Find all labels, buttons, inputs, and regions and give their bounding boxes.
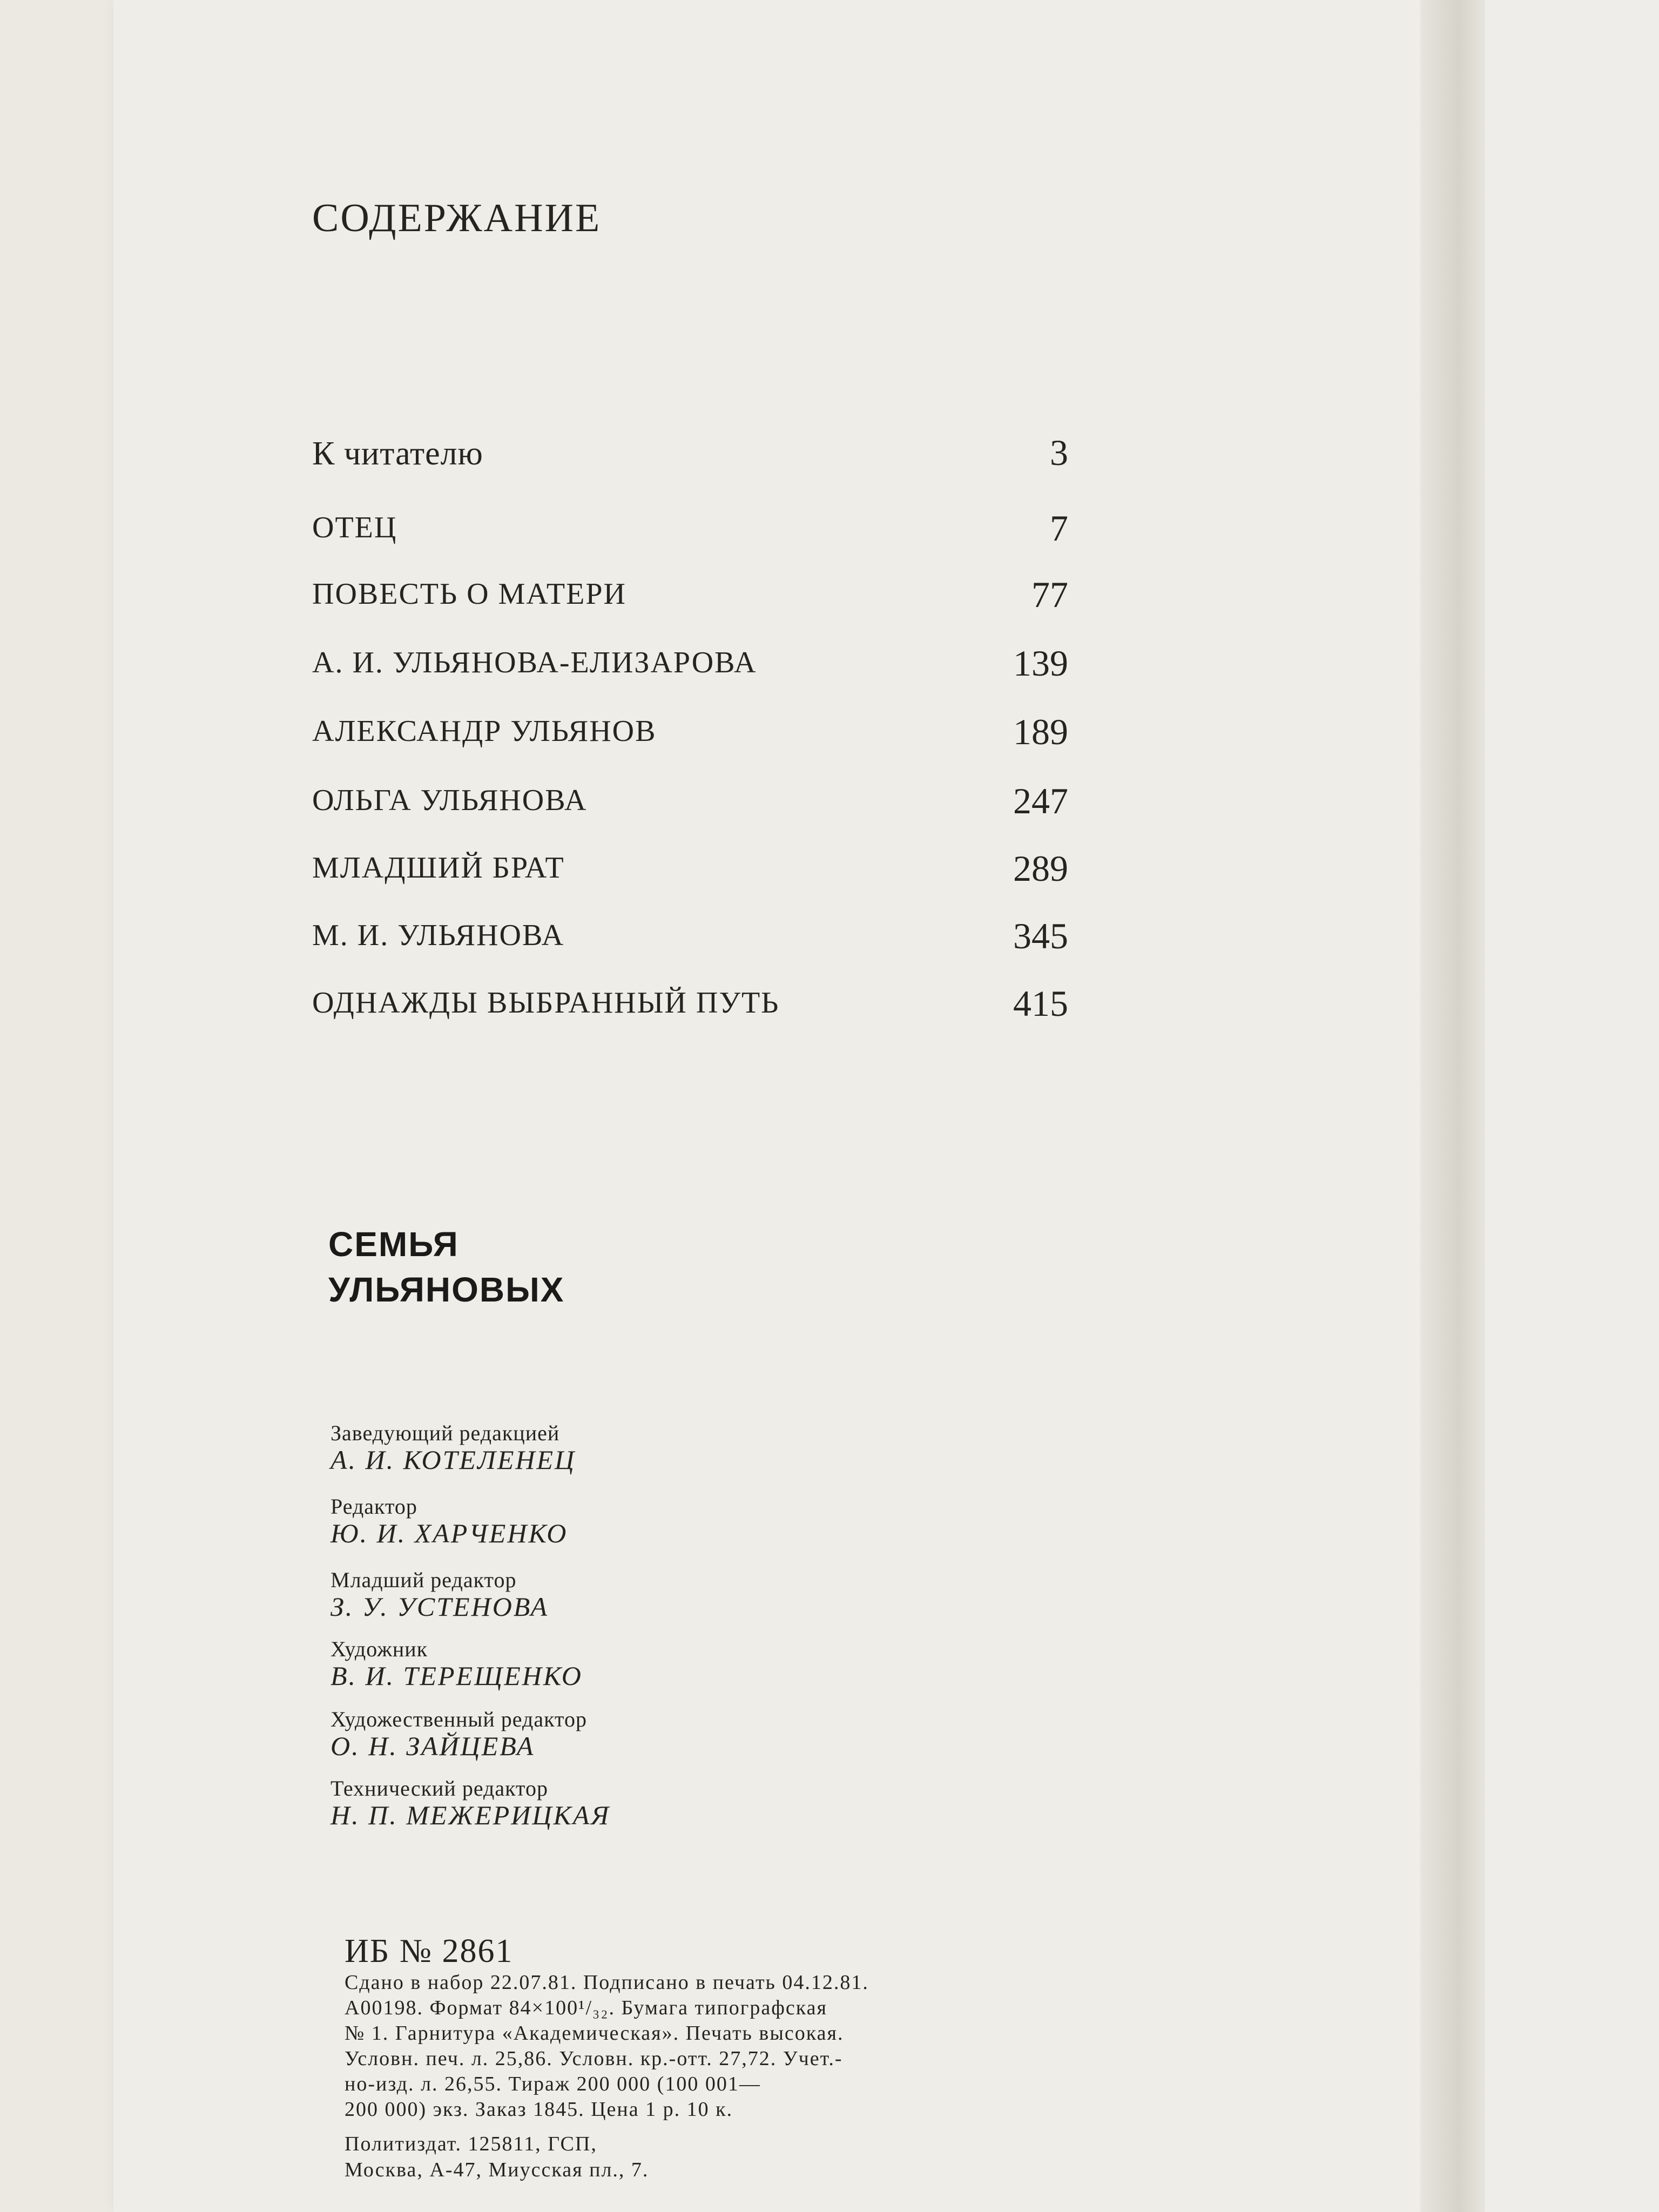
credit-role: Художник	[331, 1637, 428, 1661]
publisher-address	[345, 2131, 649, 2183]
book-title-line: СЕМЬЯ	[328, 1225, 459, 1264]
book-page	[113, 0, 1447, 2212]
toc-entry	[312, 510, 1068, 554]
toc-entry-title: К читателю	[312, 435, 483, 472]
imprint-line: № 1. Гарнитура «Академическая». Печать высокая.	[345, 2022, 844, 2045]
credit-role: Младший редактор	[331, 1568, 517, 1592]
facing-page-edge	[1485, 0, 1659, 2212]
credit-person: А. И. КОТЕЛЕНЕЦ	[331, 1445, 576, 1475]
imprint-line: но-изд. л. 26,55. Тираж 200 000 (100 001—	[345, 2073, 761, 2095]
credit-person: О. Н. ЗАЙЦЕВА	[331, 1731, 535, 1761]
toc-entry-title: ОТЕЦ	[312, 511, 397, 544]
ib-number: ИБ № 2861	[345, 1933, 514, 1970]
toc-entry	[312, 780, 1068, 826]
toc-entry	[312, 574, 1068, 620]
publisher-line: Москва, А-47, Миусская пл., 7.	[345, 2159, 649, 2181]
contents-heading: СОДЕРЖАНИЕ	[312, 196, 602, 240]
toc-entry-title: ОДНАЖДЫ ВЫБРАННЫЙ ПУТЬ	[312, 986, 780, 1020]
toc-entry-title: ОЛЬГА УЛЬЯНОВА	[312, 784, 588, 817]
credit-entry	[331, 1777, 610, 1830]
toc-entry	[312, 983, 1068, 1029]
toc-entry-page: 289	[1013, 848, 1068, 889]
credit-person: Ю. И. ХАРЧЕНКО	[331, 1518, 568, 1548]
credit-person: В. И. ТЕРЕЩЕНКО	[331, 1661, 583, 1691]
toc-entry-page: 415	[1013, 983, 1068, 1024]
toc-entry-title: А. И. УЛЬЯНОВА-ЕЛИЗАРОВА	[312, 646, 757, 679]
toc-entry-page: 345	[1013, 915, 1068, 956]
toc-entry-title: МЛАДШИЙ БРАТ	[312, 851, 565, 885]
credit-entry	[331, 1495, 568, 1548]
toc-entry	[312, 848, 1068, 894]
toc-entry-page: 3	[1050, 432, 1068, 473]
imprint-line: Условн. печ. л. 25,86. Условн. кр.-отт. 27,72. Учет.-	[345, 2047, 843, 2070]
credit-entry	[331, 1637, 583, 1690]
credit-role: Художественный редактор	[331, 1707, 587, 1731]
toc-entry-title: М. И. УЛЬЯНОВА	[312, 919, 565, 952]
toc-entry-page: 77	[1031, 574, 1068, 615]
toc-entry	[312, 432, 1068, 478]
toc-entry-page: 139	[1013, 643, 1068, 684]
credit-person: Н. П. МЕЖЕРИЦКАЯ	[331, 1800, 611, 1830]
book-gutter	[1420, 0, 1485, 2212]
toc-entry	[312, 645, 1068, 689]
toc-entry-page: 189	[1013, 711, 1068, 752]
toc-entry-page: 247	[1013, 780, 1068, 821]
toc-entry	[312, 711, 1068, 757]
toc-entry-page: 7	[1050, 508, 1068, 549]
credit-role: Технический редактор	[331, 1776, 549, 1800]
credit-entry	[331, 1708, 587, 1761]
left-margin	[0, 0, 113, 2212]
imprint-line: 200 000) экз. Заказ 1845. Цена 1 р. 10 к.	[345, 2098, 733, 2121]
credit-role: Заведующий редакцией	[331, 1421, 560, 1445]
imprint-block	[345, 1932, 1047, 2122]
book-title-line: УЛЬЯНОВЫХ	[328, 1270, 565, 1309]
credit-person: З. У. УСТЕНОВА	[331, 1591, 549, 1622]
credit-entry	[331, 1568, 549, 1621]
imprint-line: Сдано в набор 22.07.81. Подписано в печать 04.12.81.	[345, 1971, 869, 1994]
imprint-line: А00198. Формат 84×100¹/₃₂. Бумага типографская	[345, 1997, 827, 2019]
toc-entry-title: АЛЕКСАНДР УЛЬЯНОВ	[312, 714, 657, 748]
credit-entry	[331, 1421, 576, 1474]
toc-entry	[312, 915, 1068, 961]
book-title	[328, 1222, 564, 1312]
credit-role: Редактор	[331, 1494, 417, 1519]
toc-entry-title: ПОВЕСТЬ О МАТЕРИ	[312, 577, 626, 611]
publisher-line: Политиздат. 125811, ГСП,	[345, 2133, 597, 2155]
